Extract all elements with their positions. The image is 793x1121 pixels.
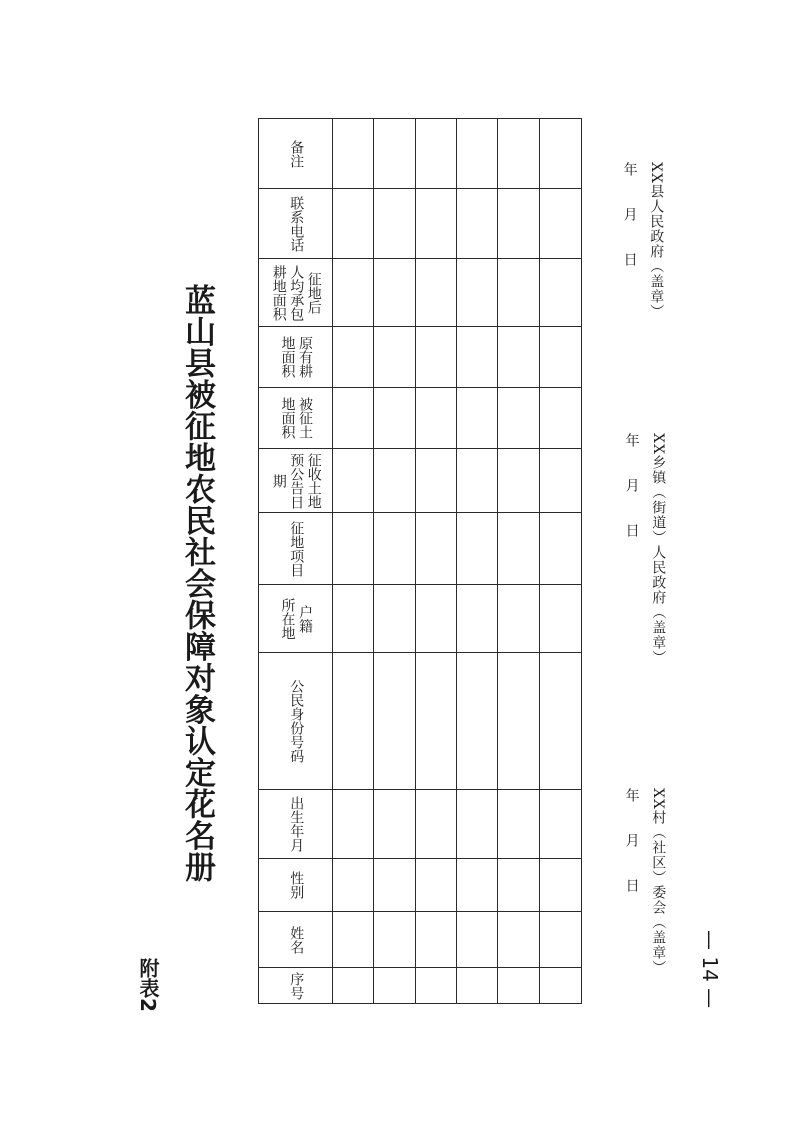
appendix-label: 附表2 bbox=[136, 958, 160, 1012]
data-cell bbox=[374, 585, 416, 653]
table-row bbox=[259, 388, 582, 449]
county-signature bbox=[616, 162, 669, 319]
data-cell bbox=[540, 259, 582, 327]
data-cell bbox=[540, 585, 582, 653]
data-cell bbox=[374, 119, 416, 189]
data-cell bbox=[498, 968, 540, 1004]
data-cell bbox=[374, 790, 416, 859]
signature-org: XX村（社区）委会（盖章） bbox=[650, 788, 667, 975]
data-cell bbox=[498, 449, 540, 513]
table-row bbox=[259, 859, 582, 912]
table-row bbox=[259, 449, 582, 513]
header-cell-remarks bbox=[259, 119, 333, 189]
data-cell bbox=[457, 513, 498, 585]
header-cell-birth bbox=[259, 790, 333, 859]
data-cell bbox=[416, 653, 457, 790]
data-cell bbox=[457, 790, 498, 859]
data-cell bbox=[416, 259, 457, 327]
table-row bbox=[259, 653, 582, 790]
header-cell-project bbox=[259, 513, 333, 585]
data-cell bbox=[416, 912, 457, 968]
data-cell bbox=[416, 790, 457, 859]
data-cell bbox=[333, 388, 374, 449]
signature-date: 年 月 日 bbox=[623, 788, 640, 893]
data-cell bbox=[333, 653, 374, 790]
header-cell-gender bbox=[259, 859, 333, 912]
header-label: 序号 bbox=[288, 971, 305, 1000]
data-cell bbox=[457, 968, 498, 1004]
header-label: 公民身份号码 bbox=[288, 679, 305, 763]
township-signature bbox=[618, 433, 671, 665]
data-cell bbox=[374, 513, 416, 585]
data-cell bbox=[498, 513, 540, 585]
data-cell bbox=[498, 388, 540, 449]
header-cell-residence bbox=[259, 585, 333, 653]
data-cell bbox=[333, 449, 374, 513]
data-cell bbox=[333, 859, 374, 912]
data-cell bbox=[333, 968, 374, 1004]
data-cell bbox=[498, 790, 540, 859]
table-row bbox=[259, 119, 582, 189]
signature-date: 年 月 日 bbox=[621, 162, 638, 267]
data-cell bbox=[540, 968, 582, 1004]
header-label: 性别 bbox=[288, 871, 305, 899]
data-cell bbox=[374, 859, 416, 912]
data-cell bbox=[498, 653, 540, 790]
data-cell bbox=[540, 388, 582, 449]
header-cell-seq bbox=[259, 968, 333, 1004]
data-cell bbox=[540, 653, 582, 790]
signature-org: XX县人民政府（盖章） bbox=[648, 162, 665, 319]
data-cell bbox=[374, 388, 416, 449]
page-title: 蓝山县被征地农民社会保障对象认定花名册 bbox=[179, 284, 215, 883]
header-label: 原有耕 地面积 bbox=[279, 336, 313, 378]
data-cell bbox=[457, 859, 498, 912]
data-cell bbox=[457, 653, 498, 790]
data-cell bbox=[416, 189, 457, 259]
data-cell bbox=[416, 968, 457, 1004]
data-cell bbox=[333, 327, 374, 388]
table-row bbox=[259, 189, 582, 259]
village-signature bbox=[618, 788, 671, 975]
data-cell bbox=[374, 449, 416, 513]
data-cell bbox=[498, 859, 540, 912]
data-cell bbox=[416, 449, 457, 513]
header-label: 姓名 bbox=[288, 925, 305, 954]
data-cell bbox=[498, 189, 540, 259]
data-cell bbox=[457, 189, 498, 259]
data-cell bbox=[416, 388, 457, 449]
data-cell bbox=[416, 513, 457, 585]
data-cell bbox=[416, 327, 457, 388]
data-cell bbox=[333, 189, 374, 259]
header-label: 征地后 人均承包 耕地面积 bbox=[270, 264, 322, 321]
data-cell bbox=[333, 585, 374, 653]
table-row bbox=[259, 259, 582, 327]
data-cell bbox=[374, 327, 416, 388]
data-cell bbox=[498, 912, 540, 968]
signature-org: XX乡镇（街道）人民政府（盖章） bbox=[650, 433, 667, 665]
header-label: 被征土 地面积 bbox=[279, 397, 313, 439]
header-label: 联系电话 bbox=[288, 195, 305, 252]
data-cell bbox=[540, 912, 582, 968]
table-row bbox=[259, 327, 582, 388]
header-cell-land-area bbox=[259, 388, 333, 449]
data-cell bbox=[374, 653, 416, 790]
data-cell bbox=[540, 119, 582, 189]
data-cell bbox=[540, 790, 582, 859]
data-cell bbox=[457, 449, 498, 513]
data-cell bbox=[540, 513, 582, 585]
data-cell bbox=[498, 119, 540, 189]
table-row bbox=[259, 585, 582, 653]
data-cell bbox=[457, 327, 498, 388]
header-label: 备注 bbox=[288, 139, 305, 168]
table-row bbox=[259, 912, 582, 968]
header-label: 征收土地 预公告日 期 bbox=[270, 452, 322, 509]
data-cell bbox=[540, 189, 582, 259]
data-cell bbox=[374, 189, 416, 259]
data-cell bbox=[498, 259, 540, 327]
header-cell-orig-area bbox=[259, 327, 333, 388]
header-label: 征地项目 bbox=[288, 520, 305, 577]
header-cell-notice-date bbox=[259, 449, 333, 513]
header-label: 出生年月 bbox=[288, 796, 305, 852]
signature-date: 年 月 日 bbox=[623, 433, 640, 538]
data-cell bbox=[457, 119, 498, 189]
header-cell-name bbox=[259, 912, 333, 968]
header-cell-id-number bbox=[259, 653, 333, 790]
page-number: — 14 — bbox=[698, 930, 722, 1009]
data-cell bbox=[333, 912, 374, 968]
data-cell bbox=[540, 859, 582, 912]
data-cell bbox=[333, 790, 374, 859]
data-cell bbox=[416, 585, 457, 653]
data-cell bbox=[457, 388, 498, 449]
data-cell bbox=[416, 859, 457, 912]
data-cell bbox=[457, 585, 498, 653]
data-cell bbox=[333, 119, 374, 189]
data-cell bbox=[457, 912, 498, 968]
data-cell bbox=[498, 327, 540, 388]
data-cell bbox=[374, 912, 416, 968]
data-cell bbox=[416, 119, 457, 189]
table-row bbox=[259, 790, 582, 859]
roster-table bbox=[258, 118, 582, 1004]
data-cell bbox=[457, 259, 498, 327]
header-cell-phone bbox=[259, 189, 333, 259]
data-cell bbox=[333, 259, 374, 327]
header-cell-post-area bbox=[259, 259, 333, 327]
data-cell bbox=[374, 968, 416, 1004]
data-cell bbox=[333, 513, 374, 585]
table-row bbox=[259, 513, 582, 585]
data-cell bbox=[540, 449, 582, 513]
data-cell bbox=[374, 259, 416, 327]
data-cell bbox=[540, 327, 582, 388]
table-row bbox=[259, 968, 582, 1004]
header-label: 户籍 所在地 bbox=[279, 597, 313, 640]
data-cell bbox=[498, 585, 540, 653]
